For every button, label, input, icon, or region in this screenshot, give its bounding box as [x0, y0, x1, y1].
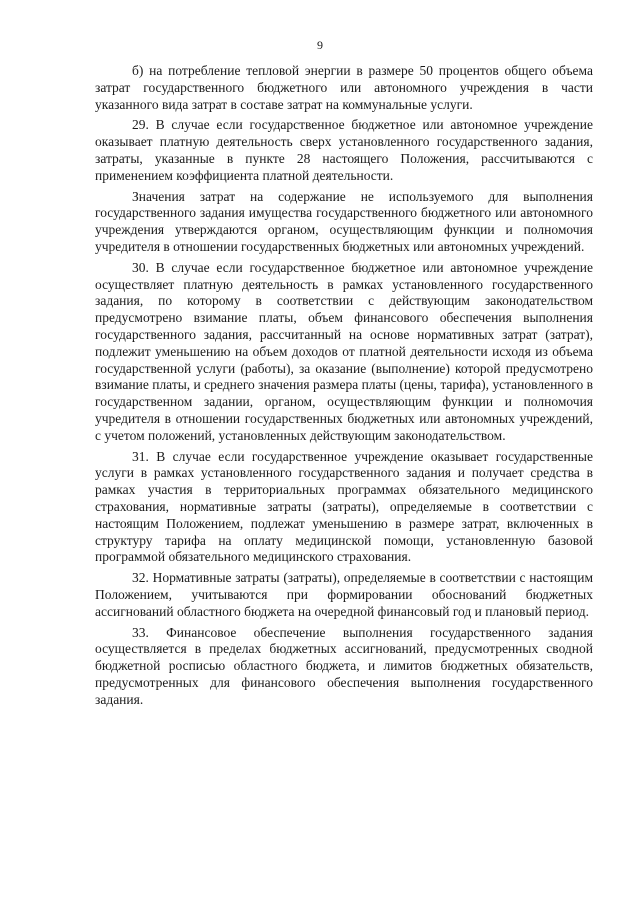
paragraph-31: 31. В случае если государственное учреждение оказывает государственные услуги в рамках установленного государственного задания и получает средства в рамках участия в территориальных программах обязательного медицинского страхования, нормативные затраты (затраты), определяемые в соответствии с настоящим Положением, подлежат уменьшению в размере затрат, включенных в структуру тарифа на оплату медицинской помощи, установленную базовой программой обязательного медицинского страхования. [95, 448, 593, 565]
page-number: 9 [317, 38, 323, 52]
paragraph-29: 29. В случае если государственное бюджетное или автономное учреждение оказывает платную деятельность сверх установленного государственного задания, затраты, указанные в пункте 28 настоящего Положения, рассчитываются с применением коэффициента платной деятельности. [95, 117, 593, 183]
paragraph-30: 30. В случае если государственное бюджетное или автономное учреждение осуществляет платную деятельность в рамках установленного государственного задания, по которому в соответствии с действующим законодательством предусмотрено взимание платы, объем финансового обеспечения выполнения государственного задания, рассчитанный на основе нормативных затрат (затрат), подлежит уменьшению на объем доходов от платной деятельности исходя из объема государственной услуги (работы), за оказание (выполнение) которой предусмотрено взимание платы, и среднего значения размера платы (цены, тарифа), установленного в государственном задании, органом, осуществляющим функции и полномочия учредителя в отношении государственных бюджетных или автономных учреждений, с учетом положений, установленных действующим законодательством. [95, 259, 593, 443]
paragraph-29-continued: Значения затрат на содержание не используемого для выполнения государственного задания имущества государственного бюджетного или автономного учреждения утверждаются органом, осуществляющим функции и полномочия учредителя в отношении государственных бюджетных или автономных учреждений. [95, 188, 593, 254]
paragraph-b: б) на потребление тепловой энергии в размере 50 процентов общего объема затрат государственного бюджетного или автономного учреждения в части указанного вида затрат в составе затрат на коммунальные услуги. [95, 63, 593, 112]
document-body [95, 63, 593, 708]
paragraph-32: 32. Нормативные затраты (затраты), определяемые в соответствии с настоящим Положением, учитываются при формировании обоснований бюджетных ассигнований областного бюджета на очередной финансовый год и плановый период. [95, 570, 593, 619]
paragraph-33: 33. Финансовое обеспечение выполнения государственного задания осуществляется в пределах бюджетных ассигнований, предусмотренных сводной бюджетной росписью областного бюджета, и лимитов бюджетных обязательств, предусмотренных для финансового обеспечения выполнения государственного задания. [95, 624, 593, 707]
